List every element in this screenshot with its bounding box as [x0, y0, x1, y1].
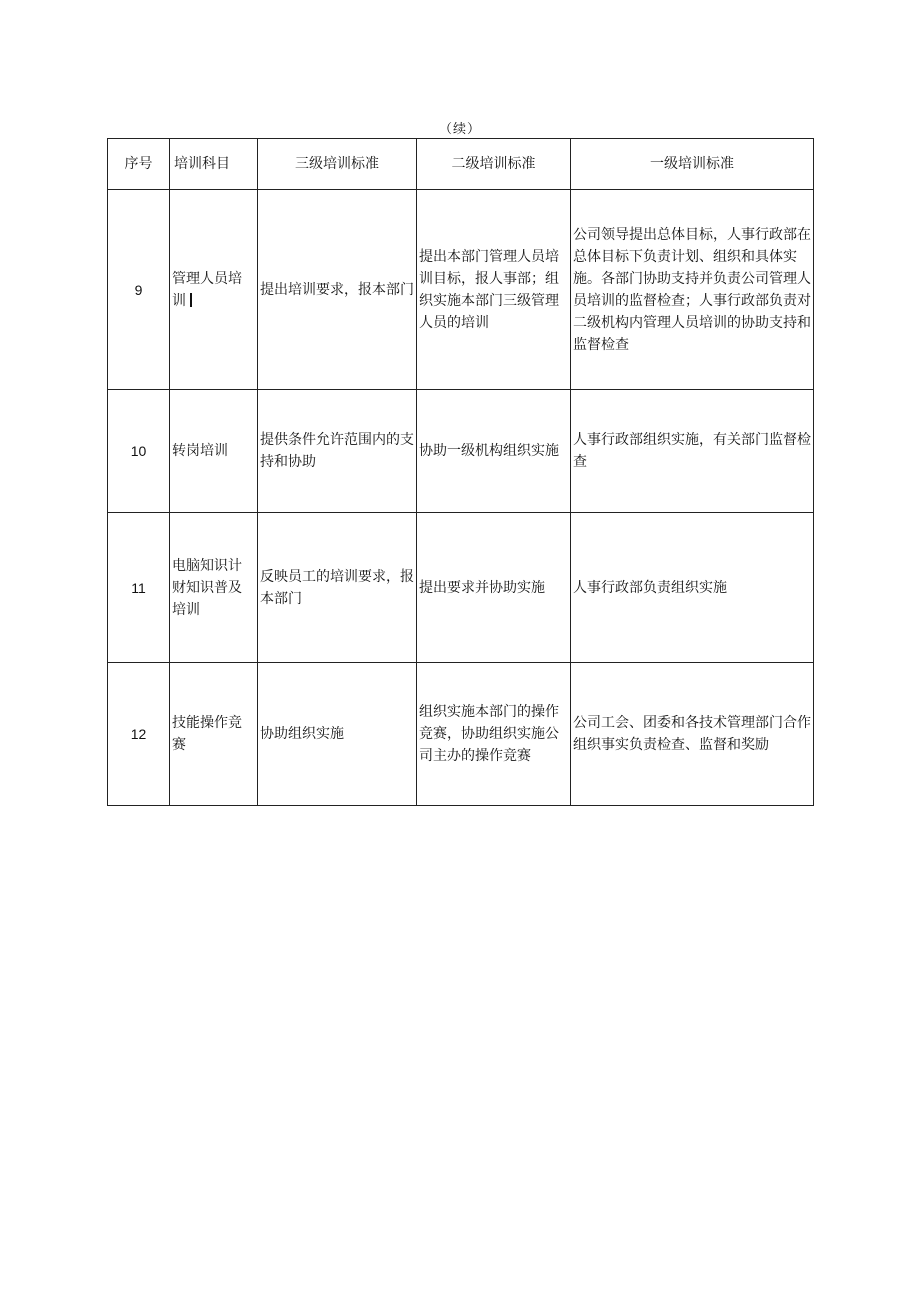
header-level2: 二级培训标准: [417, 139, 571, 190]
cell-seq: 10: [108, 390, 170, 513]
cell-seq: 9: [108, 190, 170, 390]
cell-level2: 组织实施本部门的操作竞赛，协助组织实施公司主办的操作竞赛: [417, 663, 571, 806]
cell-seq: 11: [108, 513, 170, 663]
cell-subject: [170, 190, 258, 390]
cell-level2: 协助一级机构组织实施: [417, 390, 571, 513]
cell-seq: 12: [108, 663, 170, 806]
cell-level3: 提供条件允许范围内的支持和协助: [258, 390, 417, 513]
table-row: [108, 513, 814, 663]
cell-level2: 提出本部门管理人员培训目标，报人事部；组织实施本部门三级管理人员的培训: [417, 190, 571, 390]
table-header-row: [108, 139, 814, 190]
header-seq: 序号: [108, 139, 170, 190]
cell-level3: 提出培训要求，报本部门: [258, 190, 417, 390]
header-level3: 三级培训标准: [258, 139, 417, 190]
cell-subject: 电脑知识计财知识普及培训: [170, 513, 258, 663]
header-subject: 培训科目: [170, 139, 258, 190]
table-row: [108, 390, 814, 513]
table-row: [108, 190, 814, 390]
cell-level1: 人事行政部组织实施，有关部门监督检查: [571, 390, 814, 513]
cell-level1: 人事行政部负责组织实施: [571, 513, 814, 663]
cell-level3: 反映员工的培训要求，报本部门: [258, 513, 417, 663]
cell-level1: 公司工会、团委和各技术管理部门合作组织事实负责检查、监督和奖励: [571, 663, 814, 806]
cell-level2: 提出要求并协助实施: [417, 513, 571, 663]
text-cursor-mark: [190, 293, 192, 307]
table-caption: （续）: [438, 122, 481, 137]
training-standards-table: [107, 138, 814, 806]
cell-subject: 转岗培训: [170, 390, 258, 513]
cell-level3: 协助组织实施: [258, 663, 417, 806]
table-row: [108, 663, 814, 806]
cell-level1: 公司领导提出总体目标，人事行政部在总体目标下负责计划、组织和具体实施。各部门协助支持并负责公司管理人员培训的监督检查；人事行政部负责对二级机构内管理人员培训的协助支持和监督检查: [571, 190, 814, 390]
cell-subject: 技能操作竞赛: [170, 663, 258, 806]
header-level1: 一级培训标准: [571, 139, 814, 190]
cell-subject-text: 管理人员培训: [172, 270, 242, 309]
